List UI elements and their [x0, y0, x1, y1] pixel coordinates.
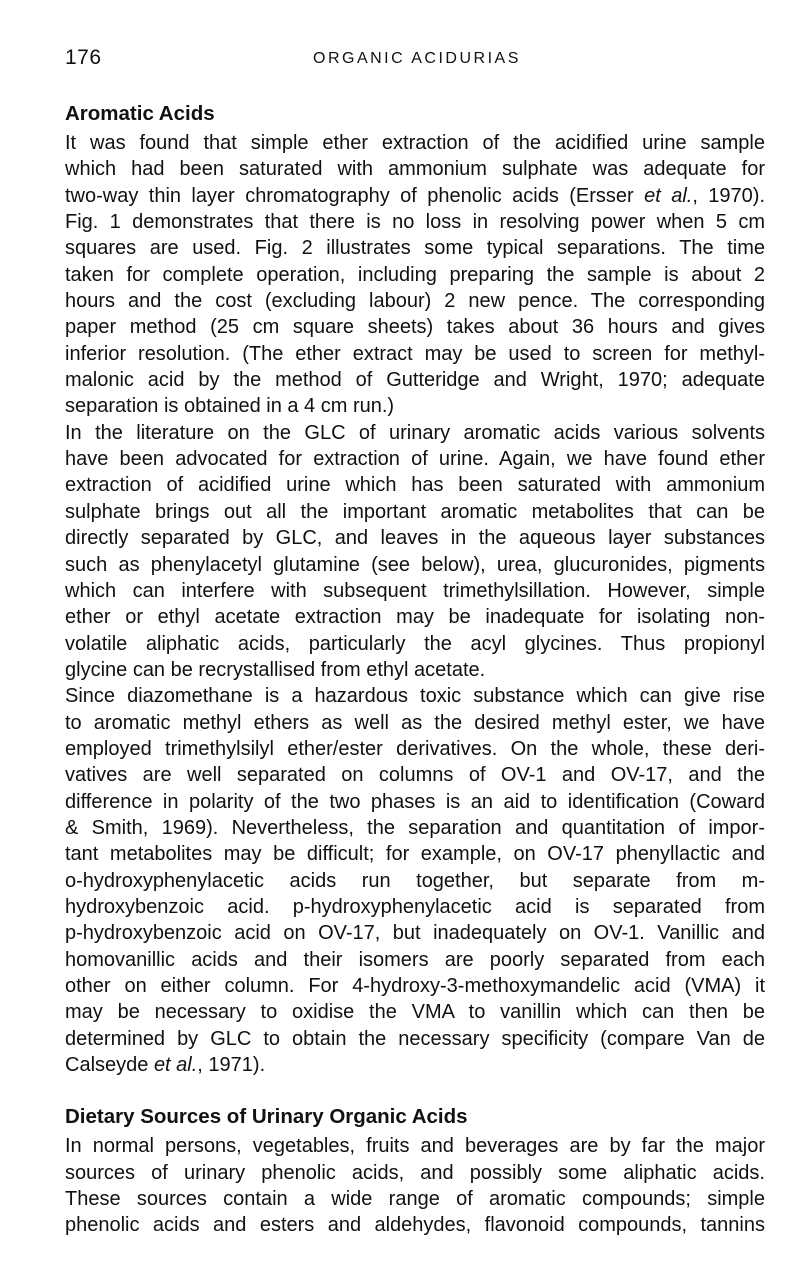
text-line: which had been saturated with ammonium sulphate was adequate for	[65, 158, 765, 181]
text-line: hours and the cost (excluding labour) 2 new pence. The corresponding	[65, 290, 765, 313]
text-line: sulphate brings out all the important aromatic metabolites that can be	[65, 500, 765, 523]
text-line: It was found that simple ether extraction of the acidified urine sample	[65, 132, 765, 154]
text-line: & Smith, 1969). Nevertheless, the separation and quantitation of impor-	[65, 816, 765, 839]
text-line: ether or ethyl acetate extraction may be inadequate for isolating non-	[65, 606, 765, 629]
text-line: difference in polarity of the two phases is an aid to identification (Coward	[65, 790, 765, 813]
text-line: have been advocated for extraction of urine. Again, we have found ether	[65, 448, 765, 471]
text-line: paper method (25 cm square sheets) takes about 36 hours and gives	[65, 316, 765, 339]
text-line: glycine can be recrystallised from ethyl acetate.	[65, 658, 486, 681]
page-number: 176	[65, 46, 102, 69]
text-line: phenolic acids and esters and aldehydes, flavonoid compounds, tannins	[65, 1214, 765, 1237]
text-line: such as phenylacetyl glutamine (see below), urea, glucuronides, pigments	[65, 553, 765, 576]
paragraph	[65, 420, 765, 683]
text-line: directly separated by GLC, and leaves in the aqueous layer substances	[65, 527, 765, 550]
text-line: In the literature on the GLC of urinary aromatic acids various solvents	[65, 421, 765, 444]
italic-citation: et al.	[153, 1054, 198, 1077]
text-line: These sources contain a wide range of aromatic compounds; simple	[65, 1188, 765, 1211]
article-body	[65, 100, 765, 1239]
text-line: other on either column. For 4-hydroxy-3-methoxymandelic acid (VMA) it	[65, 975, 765, 997]
text-line: hydroxybenzoic acid. p-hydroxyphenylacetic acid is separated from	[65, 895, 765, 918]
text-line: vatives are well separated on columns of OV-1 and OV-17, and the	[65, 764, 765, 787]
text-line: extraction of acidified urine which has been saturated with ammonium	[65, 474, 765, 497]
text-line: Fig. 1 demonstrates that there is no loss in resolving power when 5 cm	[65, 211, 765, 234]
text-line: homovanillic acids and their isomers are poorly separated from each	[65, 948, 765, 971]
text-line: tant metabolites may be difficult; for example, on OV-17 phenyllactic and	[65, 843, 765, 866]
text-line: to aromatic methyl ethers as well as the desired methyl ester, we have	[65, 711, 765, 734]
text-line: Calseyde et al., 1971).	[65, 1054, 266, 1077]
text-line: which can interfere with subsequent trimethylsillation. However, simple	[65, 579, 765, 602]
section-heading-aromatic-acids: Aromatic Acids	[65, 102, 215, 125]
text-line: malonic acid by the method of Gutteridge and Wright, 1970; adequate	[65, 369, 765, 392]
section-spacer	[65, 1078, 765, 1103]
text-line: inferior resolution. (The ether extract may be used to screen for methyl-	[65, 342, 765, 365]
text-line: separation is obtained in a 4 cm run.)	[65, 395, 395, 418]
text-line: sources of urinary phenolic acids, and possibly some aliphatic acids.	[65, 1161, 765, 1184]
text-line: Since diazomethane is a hazardous toxic substance which can give rise	[65, 685, 765, 708]
text-line: volatile aliphatic acids, particularly the acyl glycines. Thus propionyl	[65, 632, 765, 655]
section-heading-dietary-sources: Dietary Sources of Urinary Organic Acids	[65, 1105, 468, 1129]
paragraph	[65, 1133, 765, 1238]
page-header	[65, 46, 765, 76]
text-line: taken for complete operation, including preparing the sample is about 2	[65, 263, 765, 286]
text-line: determined by GLC to obtain the necessary specificity (compare Van de	[65, 1027, 765, 1050]
italic-citation: et al.	[644, 184, 693, 207]
text-line: two-way thin layer chromatography of phenolic acids (Ersser et al., 1970).	[65, 184, 766, 207]
paragraph	[65, 130, 765, 420]
text-line: employed trimethylsilyl ether/ester derivatives. On the whole, these deri-	[65, 737, 765, 760]
text-line: In normal persons, vegetables, fruits and beverages are by far the major	[65, 1135, 765, 1158]
text-line: squares are used. Fig. 2 illustrates some typical separations. The time	[65, 237, 765, 260]
text-line: may be necessary to oxidise the VMA to vanillin which can then be	[65, 1001, 765, 1024]
text-line: p-hydroxybenzoic acid on OV-17, but inadequately on OV-1. Vanillic and	[65, 922, 765, 945]
paragraph	[65, 683, 765, 1078]
running-head: ORGANIC ACIDURIAS	[313, 50, 521, 67]
text-line: o-hydroxyphenylacetic acids run together, but separate from m-	[65, 869, 765, 892]
